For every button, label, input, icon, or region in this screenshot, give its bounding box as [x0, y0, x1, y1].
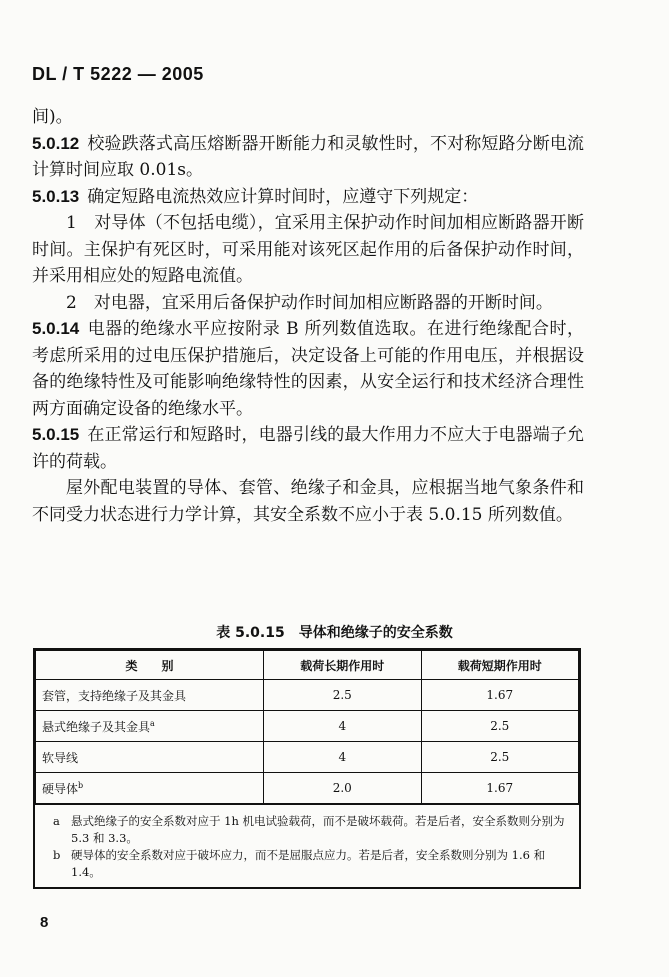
safety-factor-table — [33, 648, 581, 889]
table-note — [53, 847, 569, 881]
table-cell-short: 1.67 — [421, 773, 578, 804]
table-cell-category: 软导线 — [36, 742, 264, 773]
paragraph-continuation: 间)。 — [32, 107, 73, 127]
clause-5-0-12 — [32, 131, 584, 184]
table-row — [36, 711, 579, 742]
clause-item-1: 1 对导体（不包括电缆），宜采用主保护动作时间加相应断路器开断时间。主保护有死区时，可采用能对该死区起作用的后备保护动作时间，并采用相应处的短路电流值。 — [32, 213, 584, 286]
clause-text: 确定短路电流热效应计算时间时，应遵守下列规定： — [87, 186, 479, 207]
note-text: 悬式绝缘子的安全系数对应于 1h 机电试验载荷，而不是破坏载荷。若是后者，安全系数则分别为 5.3 和 3.3。 — [71, 814, 565, 845]
clause-number: 5.0.13 — [32, 186, 80, 206]
clause-number: 5.0.14 — [32, 319, 80, 338]
table-cell-long: 2.5 — [264, 680, 421, 711]
note-marker: a — [53, 814, 60, 828]
note-text: 硬导体的安全系数对应于破坏应力，而不是屈服点应力。若是后者，安全系数则分别为 1.6 和 1.4。 — [71, 848, 546, 879]
table-header-cell: 类 别 — [36, 651, 264, 680]
table-cell-long: 4 — [264, 742, 421, 773]
body-text — [32, 104, 584, 528]
table-cell-short: 1.67 — [421, 680, 578, 711]
table-header-cell: 载荷长期作用时 — [264, 651, 421, 680]
table-title: 表 5.0.15 导体和绝缘子的安全系数 — [216, 625, 453, 641]
page-number: 8 — [40, 914, 49, 931]
clause-text: 在正常运行和短路时，电器引线的最大作用力不应大于电器端子允许的荷载。 — [32, 425, 584, 472]
table-cell-category: 悬式绝缘子及其金具$^a$ — [36, 711, 264, 742]
clause-5-0-14 — [32, 316, 584, 422]
clause-number: 5.0.15 — [32, 425, 80, 444]
table-row — [36, 680, 579, 711]
clause-paragraph: 屋外配电装置的导体、套管、绝缘子和金具，应根据当地气象条件和不同受力状态进行力学计算，其安全系数不应小于表 5.0.15 所列数值。 — [32, 478, 584, 525]
table-cell-long: 4 — [264, 711, 421, 742]
table-row — [36, 773, 579, 804]
table-cell-category: 套管，支持绝缘子及其金具 — [36, 680, 264, 711]
document-header: DL / T 5222 — 2005 — [32, 64, 204, 84]
clause-5-0-13 — [32, 184, 584, 211]
table-row — [36, 742, 579, 773]
table-cell-category: 硬导体$^b$ — [36, 773, 264, 804]
clause-item-2: 2 对电器，宜采用后备保护动作时间加相应断路器的开断时间。 — [66, 292, 553, 313]
clause-number: 5.0.12 — [32, 133, 80, 153]
table-cell-long: 2.0 — [264, 773, 421, 804]
clause-text: 校验跌落式高压熔断器开断能力和灵敏性时，不对称短路分断电流计算时间应取 0.01s。 — [32, 133, 584, 180]
note-marker: b — [53, 848, 61, 862]
table-header-row — [36, 651, 579, 680]
table-cell-short: 2.5 — [421, 742, 578, 773]
clause-5-0-15 — [32, 422, 584, 475]
table-header-cell: 载荷短期作用时 — [421, 651, 578, 680]
table-notes — [35, 804, 579, 887]
table-cell-short: 2.5 — [421, 711, 578, 742]
clause-text: 电器的绝缘水平应按附录 B 所列数值选取。在进行绝缘配合时，考虑所采用的过电压保护措施后，决定设备上可能的作用电压，并根据设备的绝缘特性及可能影响绝缘特性的因素，从安全运行和技术经济合理性两方面确定设备的绝缘水平。 — [32, 319, 584, 419]
table-note — [53, 813, 569, 847]
